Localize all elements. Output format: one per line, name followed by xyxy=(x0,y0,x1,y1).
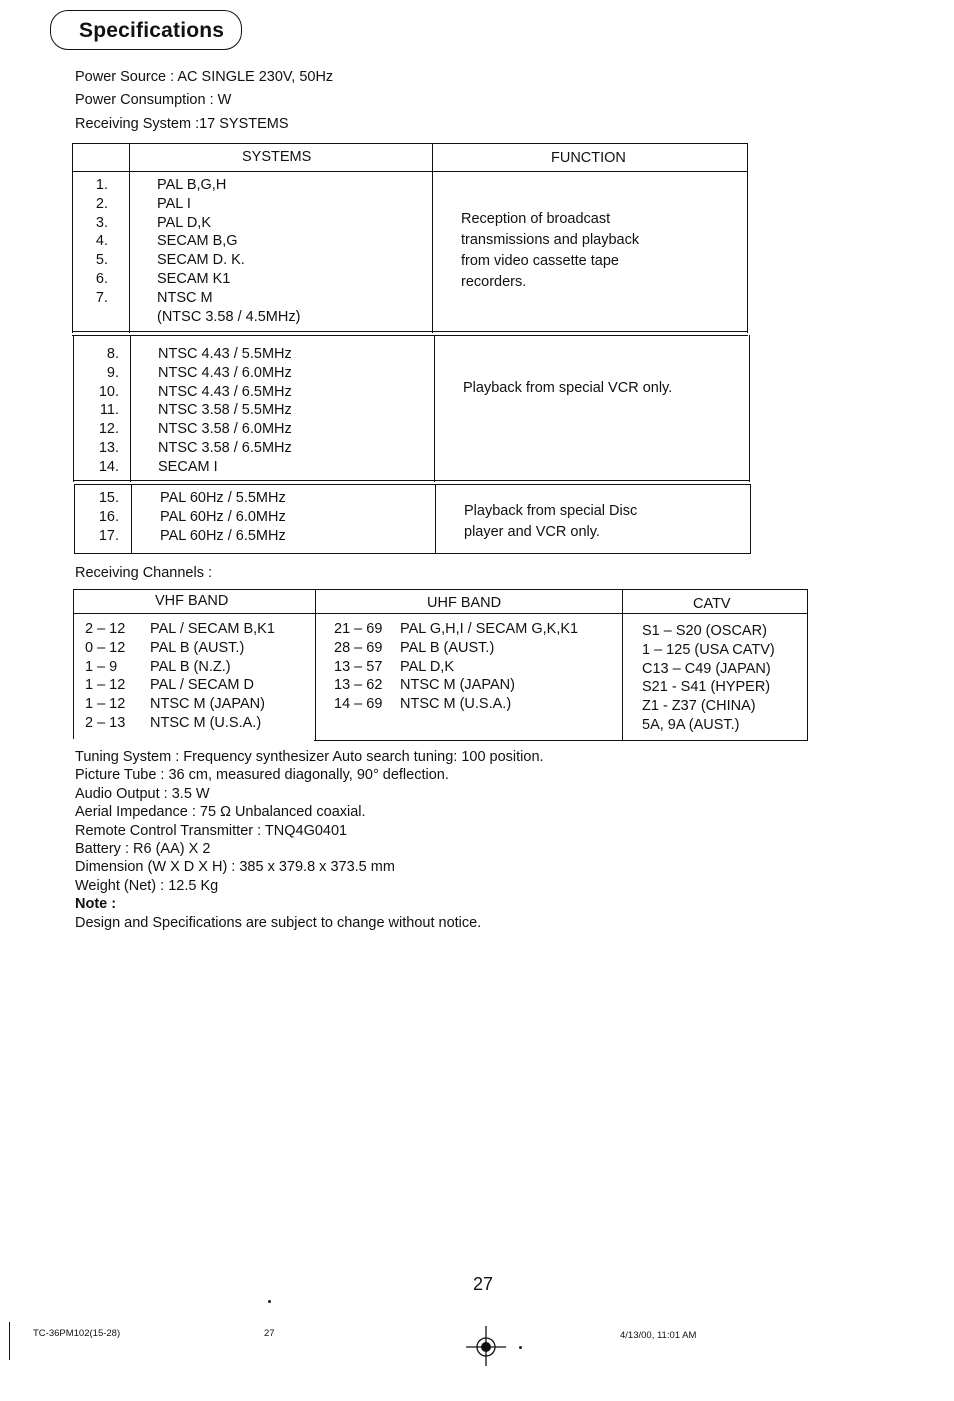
systems-table xyxy=(72,143,752,555)
footer-doc-code: TC-36PM102(15-28) xyxy=(33,1328,121,1339)
page-title: Specifications xyxy=(79,19,225,42)
section-title-box xyxy=(50,10,242,50)
vhf-systems: PAL / SECAM B,K1 PAL B (AUST.) PAL B (N.Z.) PAL / SECAM D NTSC M (JAPAN) NTSC M (U.S.A.) xyxy=(150,621,275,731)
weight: Weight (Net) : 12.5 Kg xyxy=(75,877,219,894)
function-header: FUNCTION xyxy=(551,150,626,166)
power-source: Power Source : AC SINGLE 230V, 50Hz xyxy=(75,69,334,85)
power-consumption: Power Consumption : W xyxy=(75,92,232,108)
aerial-impedance: Aerial Impedance : 75 Ω Unbalanced coaxial. xyxy=(75,804,366,821)
systems-header: SYSTEMS xyxy=(242,149,312,165)
uhf-header: UHF BAND xyxy=(427,595,502,611)
uhf-ranges: 21 – 69 28 – 69 13 – 57 13 – 62 14 – 69 xyxy=(334,621,383,713)
group1-function: Reception of broadcast transmissions and playback from video cassette tape recorders. xyxy=(461,211,640,290)
margin-rule xyxy=(9,1322,10,1360)
group2-numbers: 8. 9. 10. 11. 12. 13. 14. xyxy=(98,346,119,475)
dimension: Dimension (W X D X H) : 385 x 379.8 x 373.5 mm xyxy=(75,859,395,876)
group3-systems: PAL 60Hz / 5.5MHz PAL 60Hz / 6.0MHz PAL 60Hz / 6.5MHz xyxy=(160,490,286,544)
group1-numbers: 1. 2. 3. 4. 5. 6. 7. xyxy=(95,177,108,306)
group2-systems: NTSC 4.43 / 5.5MHz NTSC 4.43 / 6.0MHz NTSC 4.43 / 6.5MHz NTSC 3.58 / 5.5MHz NTSC 3.58 / 6.0MHz NTSC 3.58 / 6.5MHz SECAM I xyxy=(158,346,292,475)
battery: Battery : R6 (AA) X 2 xyxy=(75,841,211,858)
catv-channels: S1 – S20 (OSCAR) 1 – 125 (USA CATV) C13 – C49 (JAPAN) S21 - S41 (HYPER) Z1 - Z37 (CHINA) 5A, 9A (AUST.) xyxy=(642,623,775,733)
remote-control: Remote Control Transmitter : TNQ4G0401 xyxy=(75,822,348,839)
group2-function: Playback from special VCR only. xyxy=(463,380,673,396)
note-text: Design and Specifications are subject to change without notice. xyxy=(75,914,482,931)
page-number: 27 xyxy=(473,1274,494,1294)
note-label: Note : xyxy=(75,896,117,913)
group1-systems: PAL B,G,H PAL I PAL D,K SECAM B,G SECAM D. K. SECAM K1 NTSC M (NTSC 3.58 / 4.5MHz) xyxy=(157,177,301,325)
registration-mark-icon xyxy=(466,1326,506,1366)
uhf-systems: PAL G,H,I / SECAM G,K,K1 PAL B (AUST.) PAL D,K NTSC M (JAPAN) NTSC M (U.S.A.) xyxy=(400,621,579,713)
group3-function: Playback from special Disc player and VCR only. xyxy=(464,503,638,540)
picture-tube: Picture Tube : 36 cm, measured diagonally, 90° deflection. xyxy=(75,767,449,784)
receiving-channels-label: Receiving Channels : xyxy=(75,565,213,581)
tuning-system: Tuning System : Frequency synthesizer Auto search tuning: 100 position. xyxy=(75,749,544,765)
audio-output: Audio Output : 3.5 W xyxy=(75,785,210,802)
spec-details xyxy=(75,748,544,932)
vhf-header: VHF BAND xyxy=(155,593,229,609)
channels-table xyxy=(73,589,811,745)
footer-timestamp: 4/13/00, 11:01 AM xyxy=(620,1330,697,1341)
receiving-system: Receiving System :17 SYSTEMS xyxy=(75,116,289,132)
group3-numbers: 15. 16. 17. xyxy=(98,490,119,544)
catv-header: CATV xyxy=(693,596,731,612)
footer-page: 27 xyxy=(264,1328,275,1339)
vhf-ranges: 2 – 12 0 – 12 1 – 9 1 – 12 1 – 12 2 – 13 xyxy=(85,621,126,731)
